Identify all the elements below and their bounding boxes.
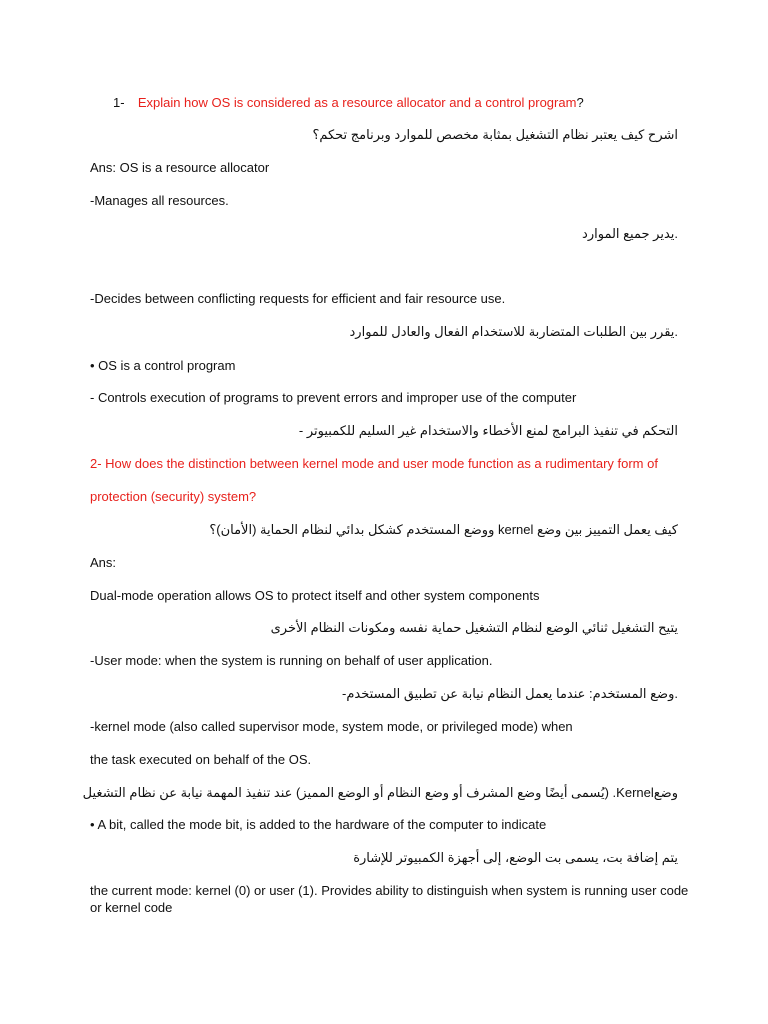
q2-user-mode: -User mode: when the system is running on behalf of user application. (90, 653, 493, 668)
q2-current-mode: the current mode: kernel (0) or user (1). Provides ability to distinguish when system is running user code or kernel code (90, 883, 689, 915)
q1-manages-arabic: .يدير جميع الموارد (582, 226, 678, 241)
q2-heading-line2: protection (security) system? (90, 489, 257, 504)
q2-kernel-mode-line1: -kernel mode (also called supervisor mode, system mode, or privileged mode) when (90, 719, 573, 734)
q2-dual-mode: Dual-mode operation allows OS to protect itself and other system components (90, 588, 540, 603)
q2-dual-mode-arabic: يتيح التشغيل ثنائي الوضع لنظام التشغيل حماية نفسه ومكونات النظام الأخرى (270, 620, 678, 635)
q1-arabic: اشرح كيف يعتبر نظام التشغيل بمثابة مخصص للموارد وبرنامج تحكم؟ (312, 127, 678, 142)
q1-heading (113, 94, 713, 111)
q1-answer: Ans: OS is a resource allocator (90, 160, 270, 175)
q1-controls-arabic: التحكم في تنفيذ البرامج لمنع الأخطاء والاستخدام غير السليم للكمبيوتر - (298, 423, 678, 438)
q2-user-mode-arabic: .وضع المستخدم: عندما يعمل النظام نيابة عن تطبيق المستخدم- (342, 686, 678, 701)
q1-control-program: • OS is a control program (90, 358, 236, 373)
q2-mode-bit-arabic: يتم إضافة بت، يسمى بت الوضع، إلى أجهزة الكمبيوتر للإشارة (353, 850, 678, 865)
q2-mode-bit: • A bit, called the mode bit, is added to the hardware of the computer to indicate (90, 817, 547, 832)
q1-controls: - Controls execution of programs to prevent errors and improper use of the computer (90, 390, 577, 405)
q2-arabic: كيف يعمل التمييز بين وضع kernel ووضع المستخدم كشكل بدائي لنظام الحماية (الأمان)؟ (209, 522, 678, 537)
q1-question: Explain how OS is considered as a resource allocator and a control program (137, 95, 577, 110)
q1-decides-arabic: .يقرر بين الطلبات المتضاربة للاستخدام الفعال والعادل للموارد (349, 324, 678, 339)
q2-kernel-mode-arabic: وضعKernel. (يُسمى أيضًا وضع المشرف أو وضع النظام أو الوضع المميز) عند تنفيذ المهمة نيابة عن نظام التشغيل (82, 785, 678, 800)
q1-decides: -Decides between conflicting requests for efficient and fair resource use. (90, 291, 506, 306)
q2-kernel-mode-line2: the task executed on behalf of the OS. (90, 752, 312, 767)
q1-question-mark: ? (576, 95, 584, 110)
q1-manages: -Manages all resources. (90, 193, 229, 208)
q1-number: 1- (113, 95, 125, 110)
q2-answer-label: Ans: (90, 555, 117, 570)
q2-heading-line1: 2- How does the distinction between kernel mode and user mode function as a rudimentary form of (90, 456, 658, 471)
